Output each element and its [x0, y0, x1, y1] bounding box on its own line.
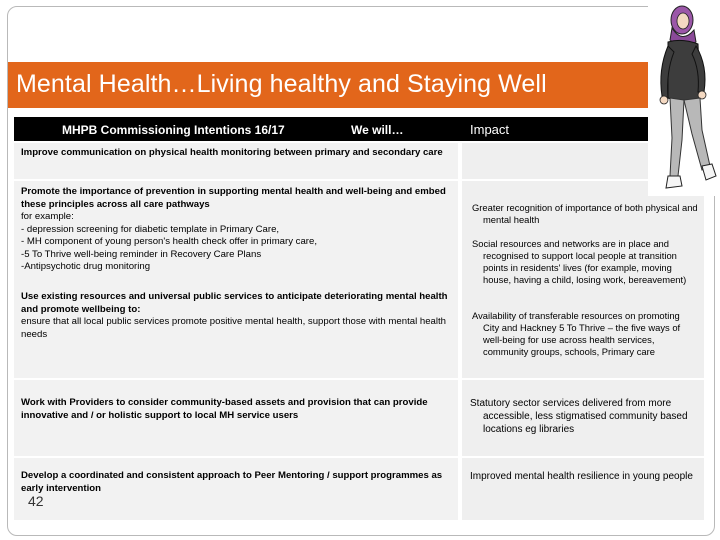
row2-impact-2 — [472, 238, 698, 286]
row2-action-line: for example: — [21, 211, 74, 222]
row2-impact-1 — [472, 202, 698, 226]
row2-impact-3 — [472, 310, 698, 358]
header-impact: Impact — [470, 122, 510, 137]
row3-action-text — [21, 397, 451, 422]
row2-action-bold: Promote the importance of prevention in supporting mental health and well-being and embed these principles across all care pathways — [21, 186, 446, 210]
row4-impact-cell — [462, 458, 704, 520]
row2-action2-bold: Use existing resources and universal public services to anticipate deteriorating mental health and promote wellbeing to: — [21, 291, 448, 315]
row2-action-text — [21, 186, 451, 274]
row2-action-line: - depression screening for diabetic template in Primary Care, — [21, 223, 280, 235]
person-illustration — [648, 0, 720, 196]
slide-title: Mental Health…Living healthy and Staying Well — [16, 70, 547, 98]
row4-action-bold: Develop a coordinated and consistent approach to Peer Mentoring / support programmes as early intervention — [21, 470, 443, 494]
row3-impact-text: Statutory sector services delivered from more accessible, less stigmatised community based locations eg libraries — [470, 398, 688, 435]
person-illustration-svg — [648, 0, 720, 196]
row2-impact-3-text: Availability of transferable resources on promoting City and Hackney 5 To Thrive – the five ways of well-being for use across health services, community groups, schools, Primary care — [472, 310, 681, 357]
row4-action-text — [21, 470, 451, 495]
header-we-will: We will… — [351, 123, 404, 137]
row2-action-line: -Antipsychotic drug monitoring — [21, 261, 151, 272]
row4-impact — [470, 470, 696, 483]
row2-impact-1-text: Greater recognition of importance of both physical and mental health — [472, 202, 698, 225]
row2-action-line: -5 To Thrive well-being reminder in Recovery Care Plans — [21, 248, 262, 260]
page-number: 42 — [28, 493, 44, 509]
row2-impact-2-text: Social resources and networks are in place and recognised to support local people at transition points in residents' lives (for example, moving house, having a child, losing work, bereavement) — [472, 238, 687, 285]
row4-impact-text: Improved mental health resilience in young people — [470, 471, 693, 482]
row3-impact — [470, 397, 698, 436]
row2-action2-text — [21, 291, 451, 341]
row3-action-bold: Work with Providers to consider community-based assets and provision that can provide innovative and / or holistic support to local MH service users — [21, 397, 428, 421]
row1-action-bold: Improve communication on physical health monitoring between primary and secondary care — [21, 147, 443, 158]
row1-action-text — [21, 147, 451, 160]
row2-action2-plain: ensure that all local public services promote positive mental health, support those with mental health needs — [21, 316, 447, 340]
row2-action-line: - MH component of young person's health check offer in primary care, — [21, 236, 318, 247]
header-commissioning: MHPB Commissioning Intentions 16/17 — [62, 123, 285, 137]
